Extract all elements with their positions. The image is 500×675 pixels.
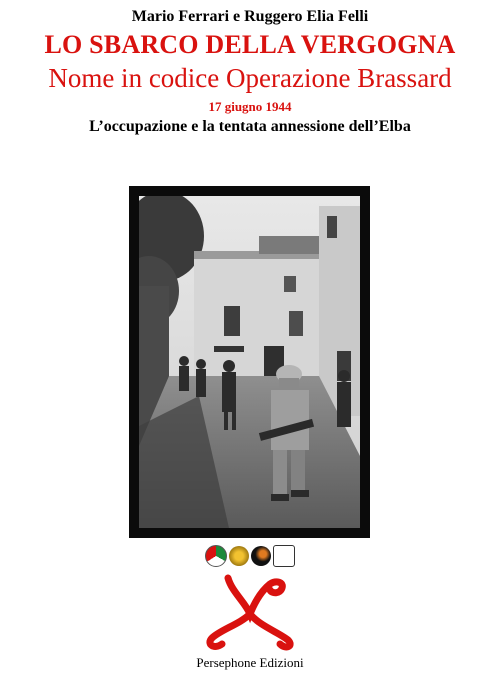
war-photo-soldiers-street [139, 196, 360, 528]
sponsor-logos [203, 545, 297, 567]
date-line: 17 giugno 1944 [208, 99, 292, 114]
persephone-logo-icon [190, 572, 310, 652]
black-horse-emblem-icon [251, 546, 271, 566]
small-crest-icon [273, 545, 295, 567]
cover-photo [129, 186, 370, 538]
tricolor-crest-icon [205, 545, 227, 567]
tagline: L’occupazione e la tentata annessione dell’Elba [89, 118, 411, 135]
book-subtitle: Nome in codice Operazione Brassard [48, 63, 452, 93]
golden-emblem-icon [229, 546, 249, 566]
publisher-name: Persephone Edizioni [196, 655, 304, 670]
book-title: LO SBARCO DELLA VERGOGNA [44, 30, 456, 59]
authors-line: Mario Ferrari e Ruggero Elia Felli [131, 8, 369, 25]
